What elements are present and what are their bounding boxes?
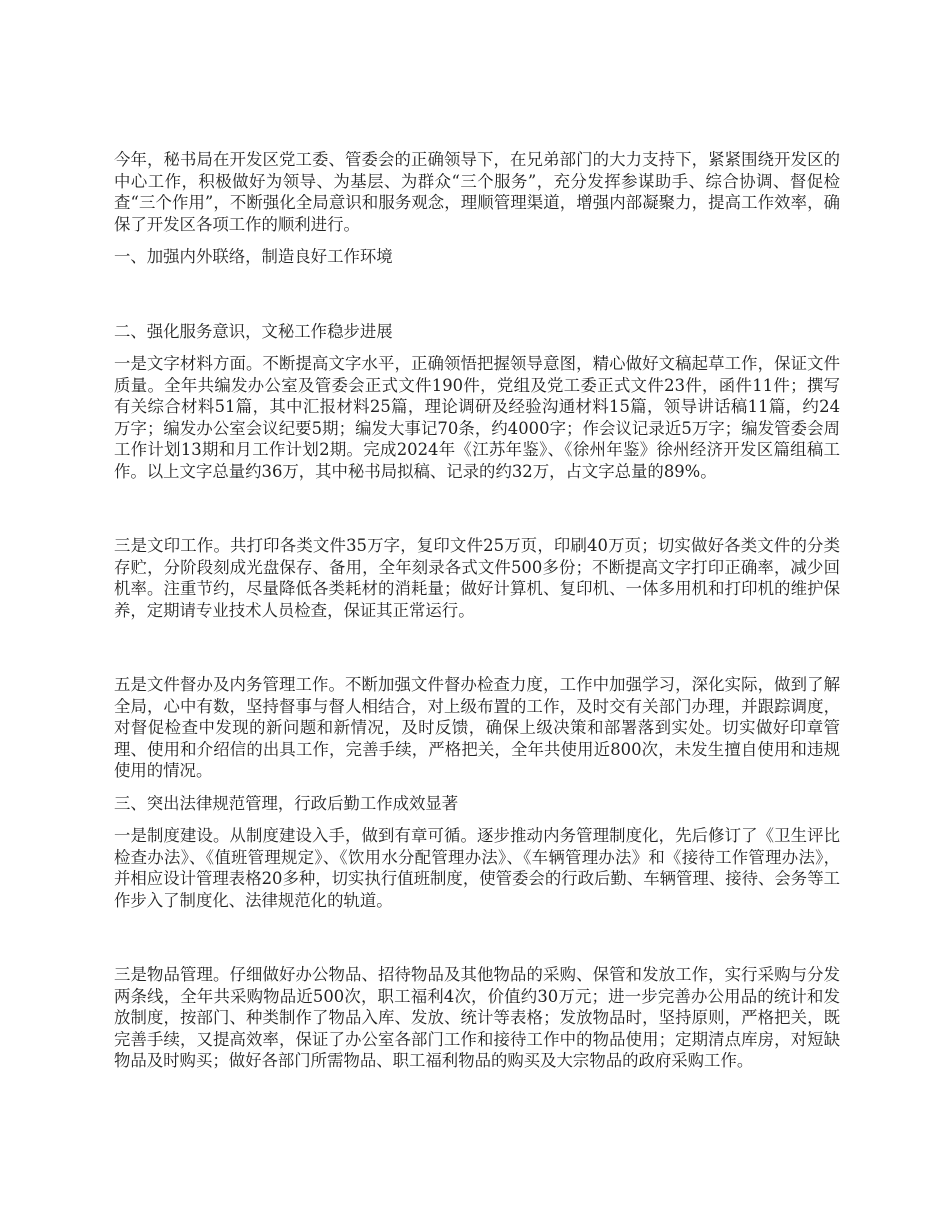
paragraph-intro: 今年，秘书局在开发区党工委、管委会的正确领导下，在兄弟部门的大力支持下，紧紧围绕开发区的中心工作，积极做好为领导、为基层、为群众“三个服务”，充分发挥参谋助手、综合协调、督促检查“三个作用”，不断强化全局意识和服务观念，理顺管理渠道，增强内部凝聚力，提高工作效率，确保了开发区各项工作的顺利进行。: [114, 150, 840, 234]
section-spacer: [114, 621, 840, 674]
paragraph-spacer: [114, 782, 840, 793]
section-heading-1: 一、加强内外联络，制造良好工作环境: [114, 247, 393, 266]
section-spacer: [114, 482, 840, 535]
paragraph-spacer: [114, 235, 840, 246]
paragraph-supervision: 五是文件督办及内务管理工作。不断加强文件督办检查力度，工作中加强学习，深化实际，做到了解全局，心中有数，坚持督事与督人相结合，对上级布置的工作，及时交有关部门办理，并跟踪调度，对督促检查中发现的新问题和新情况，及时反馈，确保上级决策和部署落到实处。切实做好印章管理、使用和介绍信的出具工作，完善手续，严格把关，全年共使用近800次，未发生擅自使用和违规使用的情况。: [114, 675, 840, 780]
section-spacer: [114, 911, 840, 964]
paragraph-text-materials: 一是文字材料方面。不断提高文字水平，正确领悟把握领导意图，精心做好文稿起草工作，保证文件质量。全年共编发办公室及管委会正式文件190件，党组及党工委正式文件23件，函件11件；撰写有关综合材料51篇，其中汇报材料25篇，理论调研及经验沟通材料15篇，领导讲话稿11篇，约24万字；编发办公室会议纪要5期；编发大事记70条，约4000字；作会议记录近5万字；编发管委会周工作计划13期和月工作计划2期。完成2024年《江苏年鉴》、《徐州年鉴》徐州经济开发区篇组稿工作。以上文字总量约36万，其中秘书局拟稿、记录的约32万，占文字总量的89%。: [114, 354, 840, 481]
section-heading-3: 三、突出法律规范管理，行政后勤工作成效显著: [114, 793, 459, 813]
paragraph-printing: 三是文印工作。共打印各类文件35万字，复印文件25万页，印刷40万页；切实做好各类文件的分类存贮，分阶段刻成光盘保存、备用，全年刻录各式文件500多份；不断提高文字打印正确率，减少回机率。注重节约，尽量降低各类耗材的消耗量；做好计算机、复印机、一体多用机和打印机的维护保养，定期请专业技术人员检查，保证其正常运行。: [114, 536, 840, 620]
document-page: [114, 149, 840, 1072]
paragraph-spacer: [114, 342, 840, 353]
section-spacer: [114, 268, 840, 321]
paragraph-goods-management: 三是物品管理。仔细做好办公物品、招待物品及其他物品的采购、保管和发放工作，实行采购与分发两条线，全年共采购物品近500次，职工福利4次，价值约30万元；进一步完善办公用品的统计和发放制度，按部门、种类制作了物品入库、发放、统计等表格；发放物品时，坚持原则，严格把关，既完善手续，又提高效率，保证了办公室各部门工作和接待工作中的物品使用；定期清点库房，对短缺物品及时购买；做好各部门所需物品、职工福利物品的购买及大宗物品的政府采购工作。: [114, 965, 840, 1070]
paragraph-system-building: 一是制度建设。从制度建设入手，做到有章可循。逐步推动内务管理制度化，先后修订了《卫生评比检查办法》、《值班管理规定》、《饮用水分配管理办法》、《车辆管理办法》和《接待工作管理办法》，并相应设计管理表格20多种，切实执行值班制度，使管委会的行政后勤、车辆管理、接待、会务等工作步入了制度化、法律规范化的轨道。: [114, 826, 840, 910]
section-heading-2: 二、强化服务意识，文秘工作稳步进展: [114, 321, 393, 341]
paragraph-spacer: [114, 814, 840, 825]
